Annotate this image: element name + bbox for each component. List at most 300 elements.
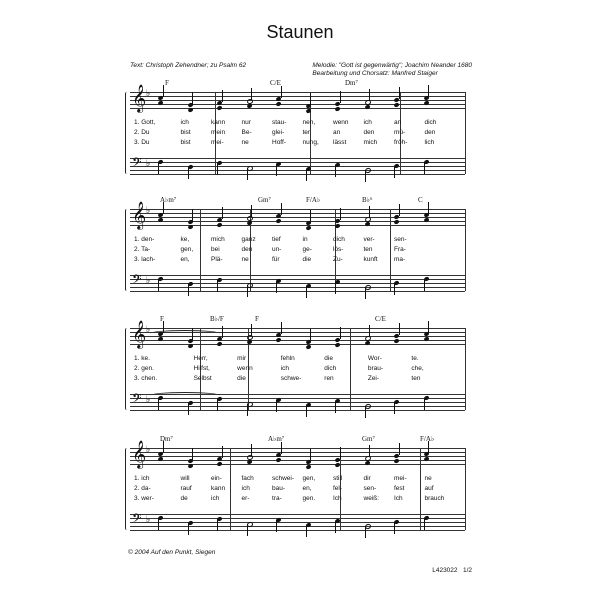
note-stem xyxy=(424,398,425,410)
lyric-syllable: 3. Du xyxy=(134,139,150,146)
chord-symbol: Dm⁷ xyxy=(345,79,358,87)
staff-line xyxy=(130,225,465,226)
note-stem xyxy=(428,85,429,97)
lyric-syllable: nen, xyxy=(302,119,316,126)
staff-line xyxy=(130,174,465,175)
lyric-syllable: stau- xyxy=(272,119,287,126)
note-stem xyxy=(365,406,366,418)
notehead xyxy=(335,342,341,347)
melody-credit: Melodie: "Gott ist gegenwärtig"; Joachim Neander 1680 xyxy=(312,62,472,69)
lyric-syllable: still xyxy=(333,475,343,482)
barline xyxy=(465,328,466,410)
page-number: 1/2 xyxy=(462,567,472,574)
note-stem xyxy=(340,327,341,339)
note-stem xyxy=(188,167,189,179)
system-brace xyxy=(125,328,129,410)
lyric-syllable: ein- xyxy=(211,475,222,482)
page-info xyxy=(432,567,472,574)
bass-clef: 𝄢 xyxy=(132,272,142,290)
lyric-syllable: lös- xyxy=(333,246,344,253)
note-stem xyxy=(192,209,193,221)
staff-line xyxy=(130,530,465,531)
song-title: Staunen xyxy=(266,22,334,42)
lyric-syllable: Be- xyxy=(241,129,252,136)
chord-symbol: B♭⁶ xyxy=(362,196,373,204)
lyric-syllable: fehln xyxy=(280,355,295,362)
arrangement-credit: Bearbeitung und Chorsatz: Manfred Staiger xyxy=(312,70,438,77)
lyric-syllable: fest xyxy=(394,485,405,492)
lyric-syllable: an xyxy=(333,129,341,136)
lyric-syllable: weiß: xyxy=(363,495,380,502)
staff-line xyxy=(130,328,465,329)
lyric-syllable: nung, xyxy=(302,139,319,146)
lyric-syllable: 1. ke. xyxy=(134,355,150,362)
lyric-syllable: Hoff- xyxy=(272,139,286,146)
note-stem xyxy=(222,446,223,458)
staff-line xyxy=(130,526,465,527)
note-stem xyxy=(281,203,282,215)
staff-line xyxy=(130,410,465,411)
lyric-syllable: Ich xyxy=(394,495,403,502)
note-stem xyxy=(247,168,248,180)
note-stem xyxy=(306,525,307,537)
lyric-syllable: 3. lach- xyxy=(134,256,156,263)
verse-line xyxy=(130,495,465,503)
verse-line xyxy=(130,475,465,483)
lyric-syllable: glei- xyxy=(272,129,285,136)
note-stem xyxy=(158,162,159,174)
note-stem xyxy=(281,322,282,334)
lyric-syllable: gen, xyxy=(180,246,194,253)
notehead xyxy=(217,105,223,110)
lyric-syllable: brau- xyxy=(367,365,384,372)
bass-staff xyxy=(130,272,465,291)
lyric-syllable: will xyxy=(180,475,190,482)
note-stem xyxy=(340,91,341,103)
lyric-syllable: ne xyxy=(424,475,432,482)
note-stem xyxy=(310,93,311,105)
staff-line xyxy=(130,104,465,105)
notehead xyxy=(217,341,223,346)
lyric-syllable: 3. wer- xyxy=(134,495,154,502)
note-stem xyxy=(251,205,252,217)
treble-clef: 𝄞 xyxy=(132,440,147,468)
lyric-syllable: 2. da- xyxy=(134,485,151,492)
flat-key-signature: ♭ xyxy=(146,206,151,216)
lyric-syllable: 1. den- xyxy=(134,236,155,243)
treble-staff xyxy=(130,84,465,112)
note-stem xyxy=(335,165,336,177)
note-stem xyxy=(399,204,400,216)
bass-clef: 𝄢 xyxy=(132,155,142,173)
notehead xyxy=(305,225,311,230)
note-stem xyxy=(306,169,307,181)
note-stem xyxy=(340,447,341,459)
barline xyxy=(465,209,466,291)
treble-clef: 𝄞 xyxy=(132,320,147,348)
lyric-syllable: lich xyxy=(424,139,435,146)
chord-symbol: F xyxy=(160,315,164,323)
chord-symbol: C/E xyxy=(375,315,386,323)
notehead xyxy=(217,461,223,466)
verse-line xyxy=(130,485,465,493)
lyric-syllable: die xyxy=(324,355,333,362)
staff-line xyxy=(130,162,465,163)
note-stem xyxy=(340,208,341,220)
lyric-syllable: tief xyxy=(272,236,281,243)
note-stem xyxy=(188,403,189,415)
note-stem xyxy=(399,87,400,99)
chord-symbol: B♭/F xyxy=(210,315,224,323)
note-stem xyxy=(428,441,429,453)
lyric-syllable: in xyxy=(302,236,308,243)
note-stem xyxy=(217,280,218,292)
note-stem xyxy=(428,202,429,214)
lyric-syllable: Plä- xyxy=(211,256,223,263)
lyric-syllable: dich xyxy=(324,365,337,372)
lyric-syllable: mei- xyxy=(211,139,224,146)
lyric-syllable: sen- xyxy=(394,236,407,243)
staff-line xyxy=(130,213,465,214)
lyric-syllable: 3. chen. xyxy=(134,375,158,382)
note-stem xyxy=(188,523,189,535)
lyric-syllable: bist xyxy=(180,139,191,146)
staff-line xyxy=(130,279,465,280)
lyric-syllable: 1. ich xyxy=(134,475,150,482)
system-brace xyxy=(125,448,129,530)
verse-line xyxy=(130,365,465,373)
lyric-syllable: 2. Du xyxy=(134,129,150,136)
note-stem xyxy=(310,449,311,461)
staff-line xyxy=(130,402,465,403)
lyric-syllable: rauf xyxy=(180,485,192,492)
lyric-syllable: ge- xyxy=(302,246,312,253)
system-brace xyxy=(125,209,129,291)
notehead xyxy=(187,463,193,468)
notehead xyxy=(217,222,223,227)
staff-line xyxy=(130,287,465,288)
lyric-syllable: ich xyxy=(211,495,220,502)
note-stem xyxy=(394,283,395,295)
staff-line xyxy=(130,170,465,171)
chord-symbol: C xyxy=(418,196,423,204)
catalog-number: L423022 xyxy=(432,567,458,574)
lyric-syllable: ne xyxy=(241,256,249,263)
chord-symbol: Gm⁷ xyxy=(258,196,271,204)
lyric-syllable: bau- xyxy=(272,485,286,492)
note-stem xyxy=(158,279,159,291)
note-stem xyxy=(222,326,223,338)
note-stem xyxy=(365,170,366,182)
chord-symbol: F xyxy=(165,79,169,87)
note-stem xyxy=(217,399,218,411)
staff-line xyxy=(130,340,465,341)
staff-line xyxy=(130,166,465,167)
flat-key-signature: ♭ xyxy=(146,159,151,169)
notehead xyxy=(335,223,341,228)
note-stem xyxy=(217,163,218,175)
lyric-syllable: Zu- xyxy=(333,256,343,263)
lyric-syllable: fach xyxy=(241,475,254,482)
note-stem xyxy=(276,400,277,412)
note-stem xyxy=(394,166,395,178)
barline xyxy=(465,448,466,530)
lyric-syllable: kunft xyxy=(363,256,378,263)
note-stem xyxy=(281,86,282,98)
note-stem xyxy=(217,519,218,531)
lyric-syllable: ten xyxy=(411,375,421,382)
verse-line xyxy=(130,375,465,383)
lyric-syllable: lässt xyxy=(333,139,347,146)
lyric-syllable: Herr, xyxy=(193,355,208,362)
notehead xyxy=(187,343,193,348)
staff-line xyxy=(130,456,465,457)
lyric-syllable: 2. gen. xyxy=(134,365,154,372)
chord-symbol: Gm⁷ xyxy=(362,435,375,443)
note-stem xyxy=(222,207,223,219)
note-stem xyxy=(306,286,307,298)
lyric-syllable: gen, xyxy=(302,475,316,482)
flat-key-signature: ♭ xyxy=(146,325,151,335)
note-stem xyxy=(424,162,425,174)
tie-slur xyxy=(150,392,220,399)
lyric-syllable: kann xyxy=(211,485,226,492)
note-stem xyxy=(276,520,277,532)
note-stem xyxy=(399,443,400,455)
note-stem xyxy=(394,402,395,414)
lyric-syllable: sen- xyxy=(363,485,377,492)
system-brace xyxy=(125,92,129,174)
tie-slur xyxy=(150,330,220,337)
music-system xyxy=(130,80,465,180)
staff-line xyxy=(130,158,465,159)
chord-symbol: Dm⁷ xyxy=(160,435,173,443)
lyric-syllable: en, xyxy=(180,256,190,263)
lyric-syllable: 2. Ta- xyxy=(134,246,151,253)
lyric-syllable: fröh- xyxy=(394,139,408,146)
chord-symbol: F xyxy=(255,315,259,323)
lyric-syllable: nur xyxy=(241,119,251,126)
lyric-syllable: ten xyxy=(363,246,373,253)
verse-line xyxy=(130,246,465,254)
staff-line xyxy=(130,406,465,407)
note-stem xyxy=(369,89,370,101)
chord-symbol: F/A♭ xyxy=(420,435,435,443)
note-stem xyxy=(424,279,425,291)
chord-symbol: A♭m⁷ xyxy=(160,196,177,204)
treble-staff xyxy=(130,440,465,468)
lyric-syllable: Hilfst, xyxy=(193,365,210,372)
note-stem xyxy=(158,398,159,410)
treble-staff xyxy=(130,201,465,229)
lyric-syllable: un- xyxy=(272,246,282,253)
flat-key-signature: ♭ xyxy=(146,395,151,405)
note-stem xyxy=(365,526,366,538)
flat-key-signature: ♭ xyxy=(146,276,151,286)
note-stem xyxy=(163,202,164,214)
flat-key-signature: ♭ xyxy=(146,445,151,455)
bass-clef: 𝄢 xyxy=(132,511,142,529)
staff-line xyxy=(130,344,465,345)
note-stem xyxy=(276,281,277,293)
lyric-syllable: che, xyxy=(411,365,424,372)
copyright-notice: © 2004 Auf den Punkt, Siegen xyxy=(128,549,216,556)
lyric-syllable: gen. xyxy=(302,495,316,502)
lyric-syllable: ke, xyxy=(180,236,190,243)
lyric-syllable: mein xyxy=(211,129,226,136)
lyric-syllable: mich xyxy=(363,139,378,146)
lyric-syllable: Ich xyxy=(333,495,342,502)
lyric-syllable: für xyxy=(272,256,280,263)
note-stem xyxy=(276,164,277,176)
music-system xyxy=(130,436,465,536)
lyric-syllable: ich xyxy=(363,119,372,126)
note-stem xyxy=(251,444,252,456)
note-stem xyxy=(247,404,248,416)
note-stem xyxy=(247,524,248,536)
lyric-syllable: die xyxy=(302,256,312,263)
notehead xyxy=(305,464,311,469)
chord-symbol: A♭m⁷ xyxy=(268,435,285,443)
lyric-syllable: auf xyxy=(424,485,434,492)
lyric-syllable: den xyxy=(424,129,436,136)
lyric-syllable: fel- xyxy=(333,485,343,492)
lyric-syllable: den xyxy=(363,129,375,136)
lyric-syllable: ich xyxy=(280,365,290,372)
verse-line xyxy=(130,236,465,244)
staff-line xyxy=(130,518,465,519)
chord-symbol: F/A♭ xyxy=(306,196,321,204)
bass-clef: 𝄢 xyxy=(132,391,142,409)
note-stem xyxy=(369,325,370,337)
lyric-syllable: de xyxy=(180,495,188,502)
bass-staff xyxy=(130,155,465,174)
lyric-syllable: dich xyxy=(333,236,345,243)
music-system xyxy=(130,316,465,416)
note-stem xyxy=(369,445,370,457)
lyric-syllable: tra- xyxy=(272,495,282,502)
staff-line xyxy=(130,283,465,284)
staff-line xyxy=(130,221,465,222)
note-stem xyxy=(158,518,159,530)
notehead xyxy=(335,106,341,111)
verse-line xyxy=(130,256,465,264)
lyric-syllable: die xyxy=(237,375,246,382)
note-stem xyxy=(335,282,336,294)
staff-line xyxy=(130,100,465,101)
staff-line xyxy=(130,108,465,109)
staff-line xyxy=(130,291,465,292)
flat-key-signature: ♭ xyxy=(146,89,151,99)
lyric-syllable: mei- xyxy=(394,475,407,482)
lyric-syllable: Selbst xyxy=(193,375,212,382)
lyric-syllable: kann xyxy=(211,119,226,126)
lyric-syllable: dich xyxy=(424,119,437,126)
note-stem xyxy=(365,287,366,299)
lyric-syllable: ren xyxy=(324,375,334,382)
lyric-syllable: bist xyxy=(180,129,191,136)
music-system xyxy=(130,197,465,297)
staff-line xyxy=(130,96,465,97)
lyric-syllable: ter xyxy=(302,129,311,136)
note-stem xyxy=(369,206,370,218)
lyric-syllable: 1. Gott, xyxy=(134,119,156,126)
lyric-syllable: Wor- xyxy=(367,355,382,362)
chord-symbol: C/E xyxy=(270,79,281,87)
lyric-syllable: bei xyxy=(211,246,220,253)
notehead xyxy=(305,344,311,349)
lyric-syllable: mich xyxy=(211,236,225,243)
note-stem xyxy=(251,324,252,336)
lyric-syllable: ma- xyxy=(394,256,406,263)
verse-line xyxy=(130,129,465,137)
barline xyxy=(465,92,466,174)
staff-line xyxy=(130,275,465,276)
lyric-syllable: Fra- xyxy=(394,246,406,253)
staff-line xyxy=(130,217,465,218)
lyric-syllable: ich xyxy=(241,485,250,492)
staff-line xyxy=(130,448,465,449)
note-stem xyxy=(192,448,193,460)
lyric-syllable: ich xyxy=(180,119,189,126)
lyric-syllable: er- xyxy=(241,495,250,502)
staff-line xyxy=(130,452,465,453)
note-stem xyxy=(310,210,311,222)
note-stem xyxy=(163,85,164,97)
lyric-syllable: den xyxy=(241,246,253,253)
staff-line xyxy=(130,522,465,523)
note-stem xyxy=(306,405,307,417)
note-stem xyxy=(222,90,223,102)
notehead xyxy=(187,224,193,229)
note-stem xyxy=(399,323,400,335)
note-stem xyxy=(428,321,429,333)
note-stem xyxy=(247,285,248,297)
note-stem xyxy=(424,518,425,530)
lyric-syllable: te. xyxy=(411,355,419,362)
note-stem xyxy=(281,442,282,454)
lyric-syllable: schwe- xyxy=(280,375,302,382)
staff-line xyxy=(130,92,465,93)
lyric-syllable: en, xyxy=(302,485,312,492)
lyrics-credit: Text: Christoph Zehendner; zu Psalm 62 xyxy=(130,62,247,69)
lyric-syllable: schwei- xyxy=(272,475,295,482)
flat-key-signature: ♭ xyxy=(146,515,151,525)
note-stem xyxy=(335,401,336,413)
verse-line xyxy=(130,139,465,147)
note-stem xyxy=(335,521,336,533)
staff-line xyxy=(130,464,465,465)
lyric-syllable: dir xyxy=(363,475,371,482)
note-stem xyxy=(251,88,252,100)
lyric-syllable: Zei- xyxy=(367,375,380,382)
bass-staff xyxy=(130,511,465,530)
treble-clef: 𝄞 xyxy=(132,84,147,112)
staff-line xyxy=(130,209,465,210)
lyric-syllable: wenn xyxy=(333,119,349,126)
lyric-syllable: brauch xyxy=(424,495,445,502)
staff-line xyxy=(130,514,465,515)
lyric-syllable: ne xyxy=(241,139,249,146)
notehead xyxy=(187,107,193,112)
verse-line xyxy=(130,119,465,127)
note-stem xyxy=(163,441,164,453)
lyric-syllable: an xyxy=(394,119,402,126)
treble-clef: 𝄞 xyxy=(132,201,147,229)
note-stem xyxy=(188,284,189,296)
note-stem xyxy=(310,329,311,341)
lyric-syllable: mir xyxy=(237,355,247,362)
